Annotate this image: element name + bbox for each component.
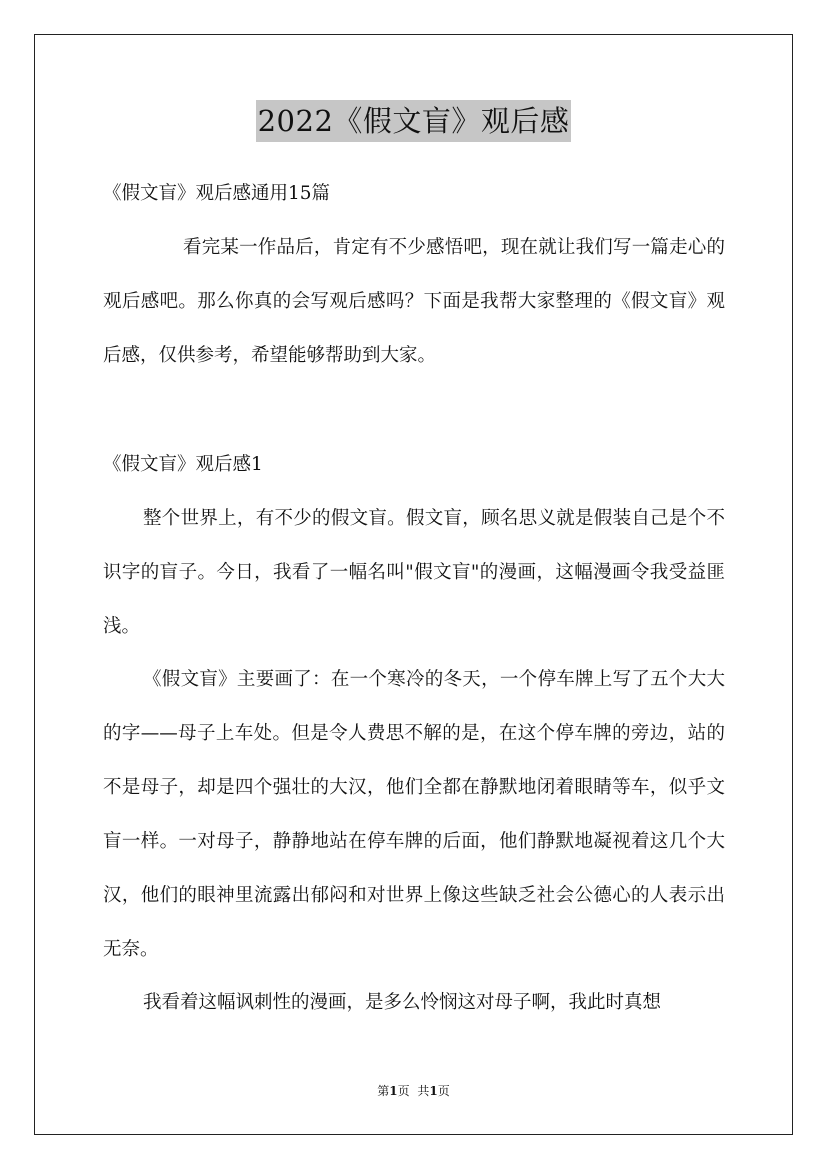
footer-total-suffix: 页 bbox=[437, 1084, 450, 1098]
page-footer bbox=[0, 1082, 827, 1100]
title-container bbox=[0, 100, 827, 142]
document-title: 2022《假文盲》观后感 bbox=[256, 100, 572, 142]
footer-total-pages: 1 bbox=[429, 1084, 438, 1098]
body-paragraph-2: 《假文盲》主要画了：在一个寒冷的冬天，一个停车牌上写了五个大大的字——母子上车处。但是令人费思不解的是，在这个停车牌的旁边，站的不是母子，却是四个强壮的大汉，他们全都在静默地闭着眼睛等车，似乎文盲一样。一对母子，静静地站在停车牌的后面，他们静默地凝视着这几个大汉，他们的眼神里流露出郁闷和对世界上像这些缺乏社会公德心的人表示出无奈。 bbox=[103, 669, 725, 960]
document-subtitle: 《假文盲》观后感通用15篇 bbox=[103, 183, 331, 204]
footer-total-prefix: 共 bbox=[417, 1084, 430, 1098]
intro-paragraph: 看完某一作品后，肯定有不少感悟吧，现在就让我们写一篇走心的观后感吧。那么你真的会写观后感吗？下面是我帮大家整理的《假文盲》观后感，仅供参考，希望能够帮助到大家。 bbox=[103, 237, 725, 366]
section-heading: 《假文盲》观后感1 bbox=[103, 454, 263, 475]
footer-page-suffix: 页 bbox=[397, 1084, 410, 1098]
footer-page-number: 1 bbox=[389, 1084, 398, 1098]
body-paragraph-1: 整个世界上，有不少的假文盲。假文盲，顾名思义就是假装自己是个不识字的盲子。今日，我看了一幅名叫"假文盲"的漫画，这幅漫画令我受益匪浅。 bbox=[103, 508, 725, 637]
body-paragraph-3: 我看着这幅讽刺性的漫画，是多么怜悯这对母子啊，我此时真想 bbox=[143, 992, 662, 1013]
footer-prefix: 第 bbox=[377, 1084, 390, 1098]
